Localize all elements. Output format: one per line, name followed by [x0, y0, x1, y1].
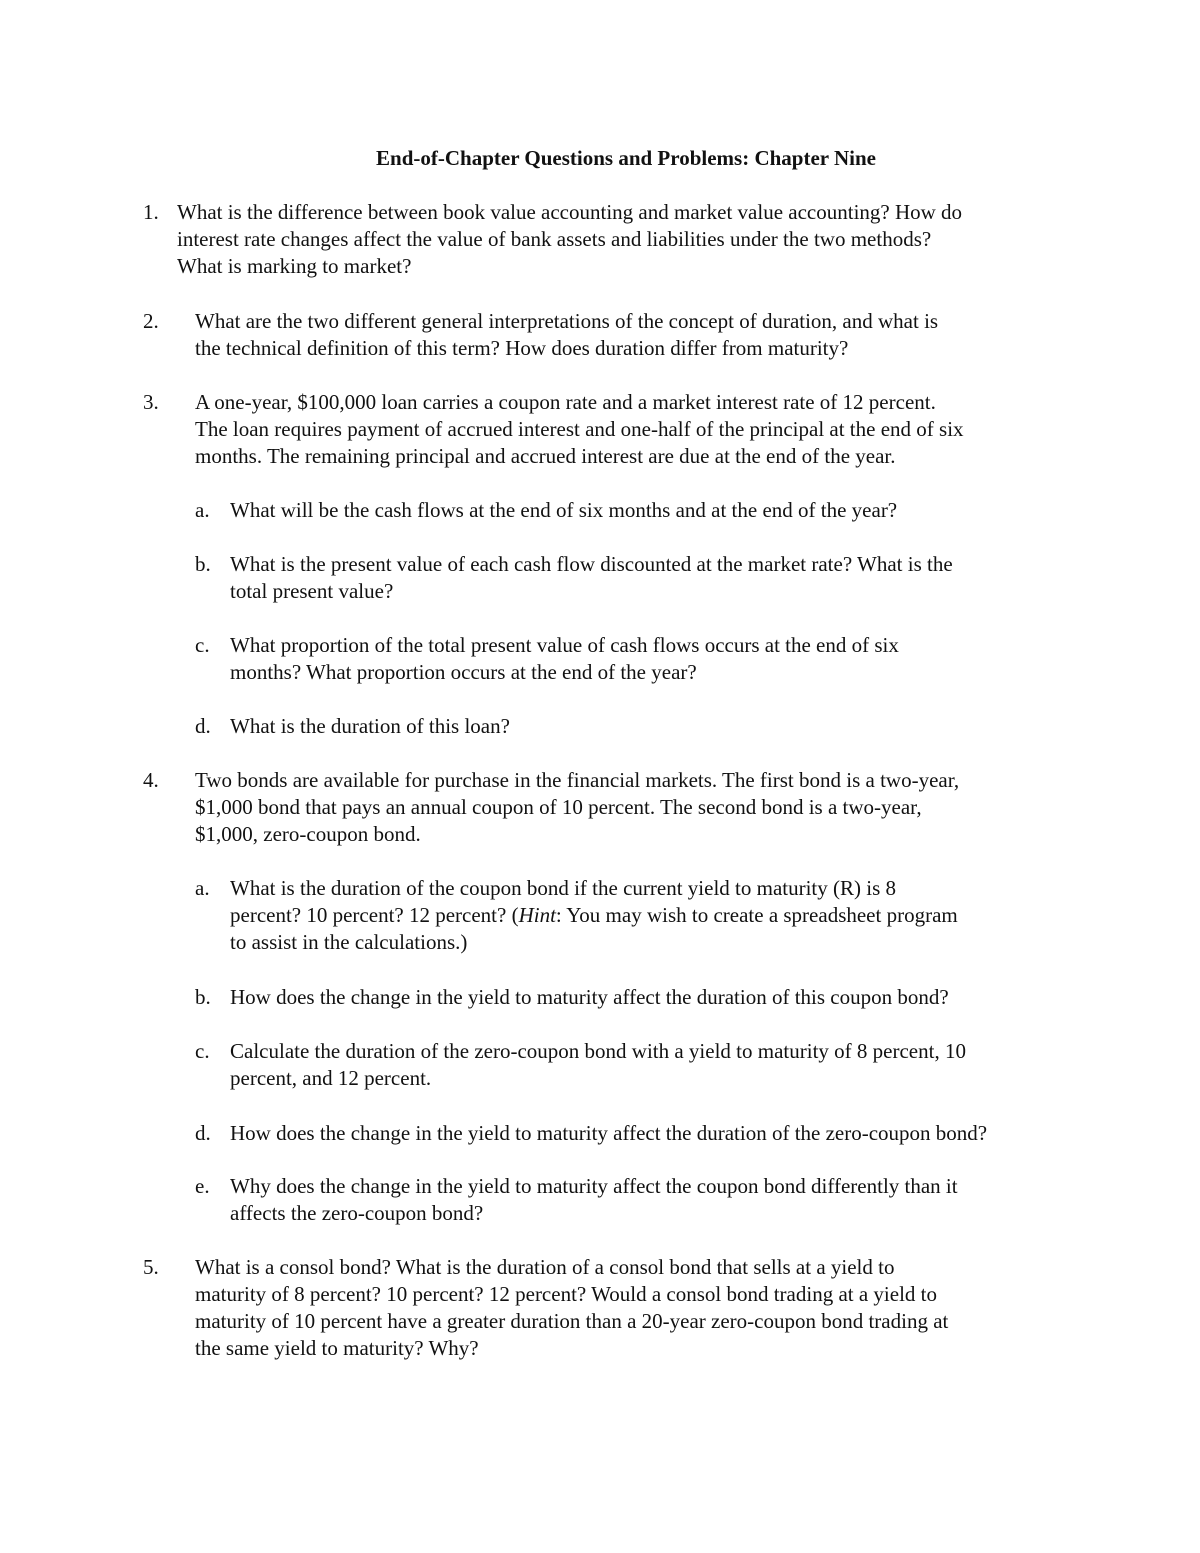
question-5-line-4: the same yield to maturity? Why? [195, 1336, 479, 1360]
question-3b-letter: b. [195, 552, 211, 576]
question-1-line-3: What is marking to market? [177, 254, 412, 278]
question-4e-text [230, 1173, 958, 1227]
question-4c-text [230, 1038, 966, 1092]
question-3b-line-1: What is the present value of each cash flow discounted at the market rate? What is the [230, 552, 953, 576]
question-4b-text [230, 984, 949, 1011]
question-5-line-1: What is a consol bond? What is the duration of a consol bond that sells at a yield to [195, 1255, 895, 1279]
question-4-text [195, 767, 959, 848]
question-4c-letter: c. [195, 1039, 210, 1063]
question-3d-letter: d. [195, 714, 211, 738]
question-4e-line-2: affects the zero-coupon bond? [230, 1201, 484, 1225]
question-2-text [195, 308, 938, 362]
question-1-text [177, 199, 962, 280]
question-4d-line-1: How does the change in the yield to maturity affect the duration of the zero-coupon bond? [230, 1121, 988, 1145]
question-3b-line-2: total present value? [230, 579, 394, 603]
question-5-text [195, 1254, 948, 1362]
question-2-number: 2. [143, 309, 159, 333]
question-4e-letter: e. [195, 1174, 210, 1198]
question-4e-line-1: Why does the change in the yield to maturity affect the coupon bond differently than it [230, 1174, 958, 1198]
question-4a-line-1: What is the duration of the coupon bond if the current yield to maturity (R) is 8 [230, 876, 897, 900]
question-3-line-3: months. The remaining principal and accrued interest are due at the end of the year. [195, 444, 896, 468]
question-4d-letter: d. [195, 1121, 211, 1145]
question-2-line-2: the technical definition of this term? How does duration differ from maturity? [195, 336, 849, 360]
hint-label: Hint [518, 903, 556, 927]
question-3-line-2: The loan requires payment of accrued interest and one-half of the principal at the end of six [195, 417, 964, 441]
question-4-line-2: $1,000 bond that pays an annual coupon of 10 percent. The second bond is a two-year, [195, 795, 922, 819]
question-4b-letter: b. [195, 985, 211, 1009]
question-4a-letter: a. [195, 876, 210, 900]
question-4-number: 4. [143, 768, 159, 792]
question-3c-letter: c. [195, 633, 210, 657]
question-5-number: 5. [143, 1255, 159, 1279]
question-3a-line-1: What will be the cash flows at the end of six months and at the end of the year? [230, 498, 898, 522]
question-3a-text [230, 497, 897, 524]
question-1-number: 1. [143, 200, 159, 224]
question-4d-text [230, 1120, 987, 1147]
question-1-line-1: What is the difference between book value accounting and market value accounting? How do [177, 200, 963, 224]
question-3-number: 3. [143, 390, 159, 414]
question-4a-line-2-start: percent? 10 percent? 12 percent? ( [230, 903, 519, 927]
question-4a-text [230, 875, 958, 956]
page-title: End-of-Chapter Questions and Problems: Chapter Nine [376, 146, 876, 170]
question-4-line-3: $1,000, zero-coupon bond. [195, 822, 421, 846]
question-3-line-1: A one-year, $100,000 loan carries a coupon rate and a market interest rate of 12 percent. [195, 390, 936, 414]
question-3c-line-1: What proportion of the total present value of cash flows occurs at the end of six [230, 633, 899, 657]
question-4-line-1: Two bonds are available for purchase in the financial markets. The first bond is a two-year, [195, 768, 960, 792]
question-3d-text [230, 713, 510, 740]
question-4c-line-2: percent, and 12 percent. [230, 1066, 432, 1090]
question-3a-letter: a. [195, 498, 210, 522]
question-3-text [195, 389, 964, 470]
question-3b-text [230, 551, 953, 605]
question-4b-line-1: How does the change in the yield to maturity affect the duration of this coupon bond? [230, 985, 949, 1009]
question-4a-line-3: to assist in the calculations.) [230, 930, 468, 954]
question-4c-line-1: Calculate the duration of the zero-coupon bond with a yield to maturity of 8 percent, 10 [230, 1039, 966, 1063]
question-3c-text [230, 632, 899, 686]
question-2-line-1: What are the two different general interpretations of the concept of duration, and what is [195, 309, 939, 333]
question-3d-line-1: What is the duration of this loan? [230, 714, 510, 738]
question-4a-line-2-end: : You may wish to create a spreadsheet program [555, 903, 958, 927]
question-3c-line-2: months? What proportion occurs at the end of the year? [230, 660, 697, 684]
question-5-line-3: maturity of 10 percent have a greater duration than a 20-year zero-coupon bond trading at [195, 1309, 949, 1333]
question-1-line-2: interest rate changes affect the value of bank assets and liabilities under the two methods? [177, 227, 932, 251]
question-5-line-2: maturity of 8 percent? 10 percent? 12 percent? Would a consol bond trading at a yield to [195, 1282, 938, 1306]
question-4a-line-2 [230, 902, 958, 929]
